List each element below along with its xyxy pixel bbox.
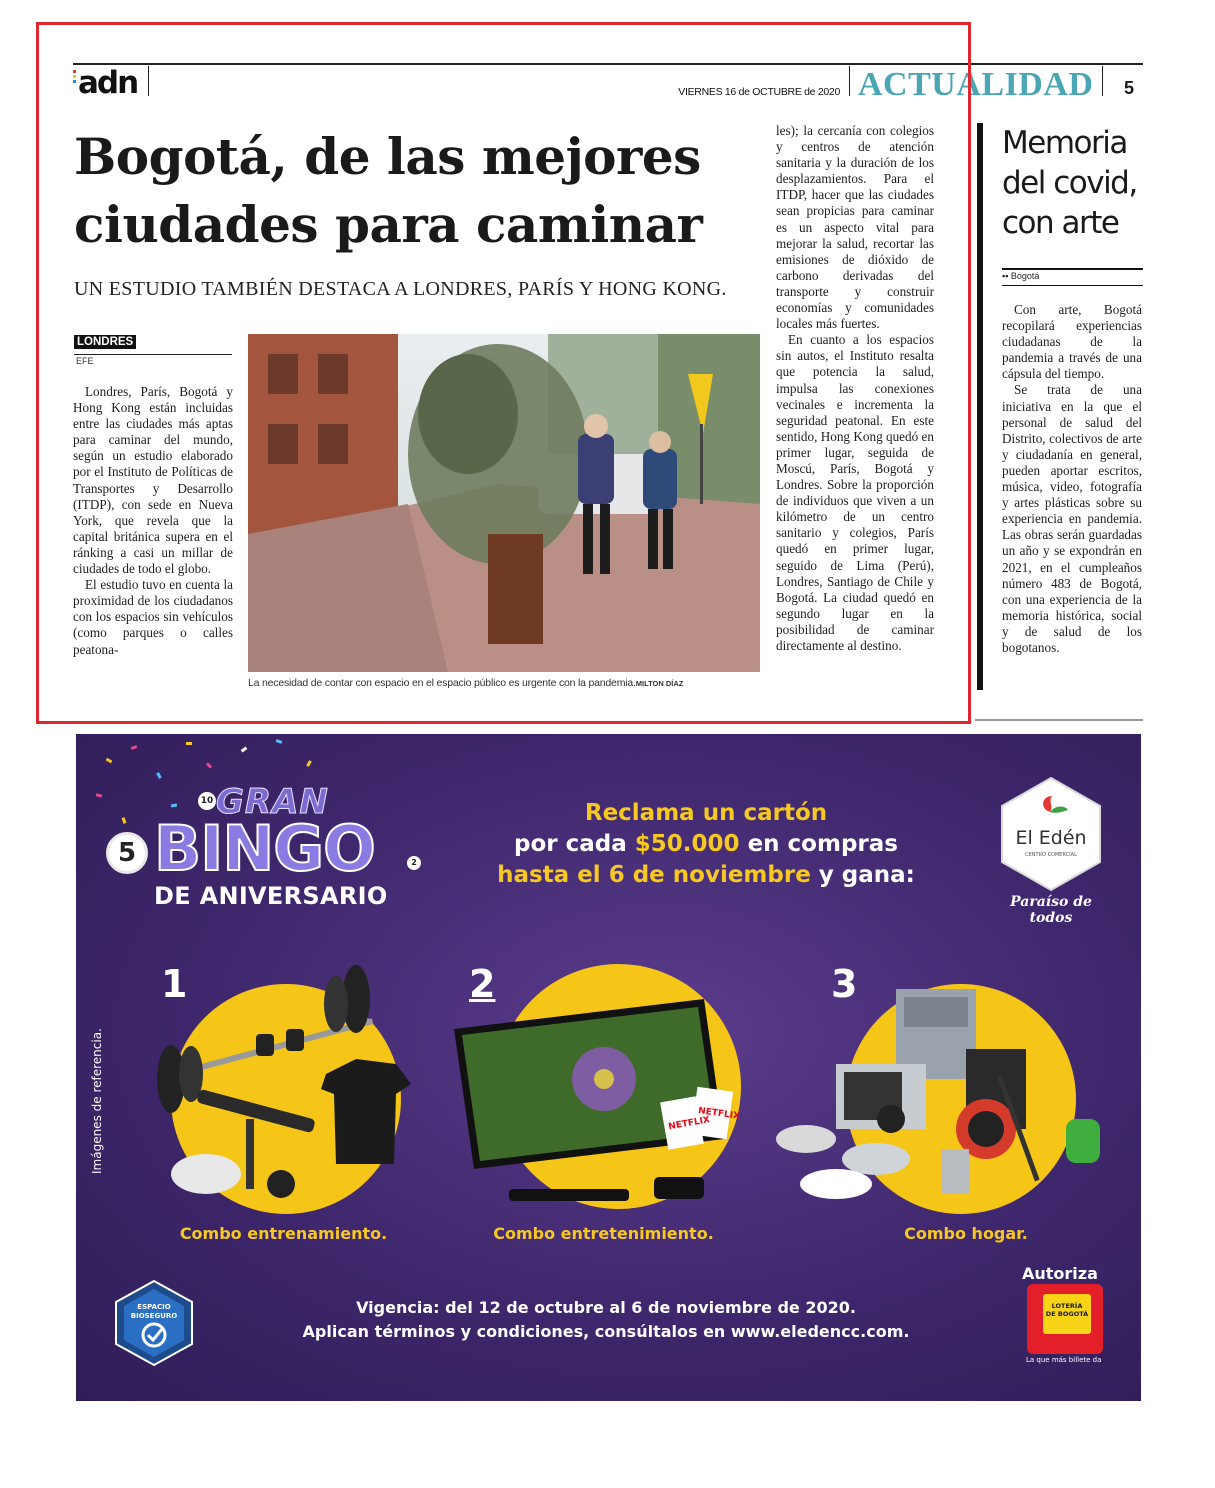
promo-text — [446, 798, 966, 891]
sidebar-paragraph: Con arte, Bogotá recopilará experiencias ciudadanas de la pandemia a través de una cápsula del tiempo. — [1002, 302, 1142, 382]
article-paragraph: les); la cercanía con colegios y centros de atención sanitaria y la duración de los desplazamientos. Para el ITDP, hacer que las ciudades sean propicias para caminar es un aspecto vital para mejorar la salud, recortar las emisiones de dióxido de carbono derivadas del transporte y construir economías y comunidades locales más fuertes. — [776, 123, 934, 332]
caption-text: La necesidad de contar con espacio en el espacio público es urgente con la pandemia. — [248, 677, 636, 689]
article-paragraph: En cuanto a los espacios sin autos, el Instituto resalta que potencia la salud, impulsa las conexiones vecinales e incrementa la seguridad peatonal. En este sentido, Hong Kong quedó en primer lugar, seguida de Moscú, París, Bogotá y Londres. Sobre la proporción de individuos que viven a un kilómetro de un centro sanitario y colegios, París quedó en primer lugar, seguido de Lima (Perú), Londres, Santiago de Chile y Bogotá. La ciudad quedó en segundo lugar en la posibilidad de caminar directamente al destino. — [776, 332, 934, 653]
bingo-title: BINGO — [154, 812, 375, 885]
article-column-1 — [73, 384, 233, 694]
article-column-2 — [776, 123, 934, 695]
badge-ten: 10 — [198, 792, 216, 810]
aniversario-title: DE ANIVERSARIO — [154, 882, 388, 910]
promo-line-2a: por cada — [514, 831, 635, 857]
el-eden-logo[interactable] — [996, 774, 1106, 894]
issue-date: VIERNES 16 de OCTUBRE de 2020 — [678, 86, 840, 98]
prize-1-number: 1 — [161, 962, 188, 1006]
logo-color-dots — [73, 70, 76, 86]
home-appliances-icon — [776, 979, 1116, 1219]
prize-3-number: 3 — [831, 962, 858, 1006]
article-paragraph: Londres, París, Bogotá y Hong Kong están incluidas entre las ciudades más aptas para caminar del mundo, según un estudio elaborado por el Instituto de Políticas de Transportes y Desarrollo (ITDP), con sede en Nueva York, que revela que la capital británica supera en el ránking a casi un millar de ciudades de todo el globo. — [73, 384, 233, 577]
bingo-ball-five: 5 — [106, 832, 148, 874]
article-photo[interactable] — [248, 334, 760, 672]
validity-terms — [256, 1296, 956, 1344]
promo-line-3b: y gana: — [810, 862, 915, 888]
loteria-logo-inner — [1043, 1294, 1091, 1334]
photo-caption — [248, 677, 760, 689]
section-title: ACTUALIDAD — [858, 66, 1094, 103]
brand-name: El Edén — [1015, 827, 1087, 849]
promo-amount: $50.000 — [634, 831, 740, 857]
brand-slogan: Paraíso de todos — [1010, 894, 1092, 926]
lottery-label-1: LOTERÍA — [1051, 1302, 1083, 1310]
sidebar-tag: ▪▪ Bogotá — [1002, 271, 1040, 281]
sidebar-rule — [1002, 268, 1143, 270]
lottery-tagline: La que más billete da — [1026, 1356, 1102, 1364]
masthead-rule — [73, 63, 1143, 65]
page-number: 5 — [1124, 78, 1135, 98]
prize-2-number: 2 — [469, 962, 496, 1006]
sidebar-bottom-rule — [975, 719, 1143, 721]
bio-label-1: ESPACIO — [137, 1303, 171, 1311]
agency-credit: EFE — [76, 356, 94, 366]
netflix-card: NETFLIX — [667, 1115, 711, 1133]
bio-label-2: BIOSEGURO — [130, 1312, 178, 1320]
badge-two: 2 — [407, 856, 421, 870]
netflix-card: NETFLIX — [697, 1106, 741, 1122]
tv-icon — [454, 989, 744, 1209]
sidebar-rule-thin — [1002, 285, 1143, 286]
promo-line-2c: en compras — [739, 831, 898, 857]
street-scene-image — [248, 334, 760, 672]
validity-line: Vigencia: del 12 de octubre al 6 de noviembre de 2020. — [356, 1298, 856, 1317]
bingo-advertisement[interactable] — [76, 734, 1141, 1401]
photo-credit: MILTON DÍAZ — [635, 679, 684, 688]
sidebar-title: Memoria del covid, con arte — [1002, 125, 1137, 241]
brand-subtitle: CENTRO COMERCIAL — [1025, 852, 1077, 858]
sidebar-text — [1002, 302, 1142, 697]
terms-line[interactable]: Aplican términos y condiciones, consúltalos en www.eledencc.com. — [302, 1322, 910, 1341]
logo-divider — [148, 66, 149, 96]
headline-line-2: ciudades para caminar — [74, 195, 703, 254]
bioseguro-badge-icon — [114, 1279, 194, 1367]
dateline-tag: LONDRES — [74, 335, 136, 349]
promo-line-2 — [446, 829, 966, 860]
prize-1-label: Combo entrenamiento. — [179, 1224, 388, 1243]
prize-3-label: Combo hogar. — [904, 1224, 1028, 1243]
article-headline — [74, 123, 764, 259]
lottery-label-2: DE BOGOTÁ — [1045, 1310, 1089, 1318]
sidebar-tag-label: Bogotá — [1010, 271, 1040, 281]
adn-logo[interactable]: adn — [78, 65, 138, 101]
article-paragraph: El estudio tuvo en cuenta la proximidad de los ciudadanos con los espacios sin vehículos (como parques o calles peatona- — [73, 577, 233, 657]
headline-line-1: Bogotá, de las mejores — [74, 127, 701, 186]
prize-2-label: Combo entretenimiento. — [493, 1224, 714, 1243]
gym-equipment-icon — [136, 954, 426, 1214]
promo-line-3 — [446, 860, 966, 891]
sidebar-accent-bar — [977, 123, 983, 690]
section-divider-right — [1102, 66, 1103, 96]
sidebar-paragraph: Se trata de una iniciativa en la que el personal de salud del Distrito, colectivos de arte y ciudadanía en general, pueden aportar escritos, música, video, fotografía y artes plásticas sobre su experiencia en pandemia. Las obras serán guardadas un año y se expondrán en 2021, en el cumpleaños número 483 de Bogotá, con una experiencia de la memoria histórica, social y de salud de los bogotanos. — [1002, 382, 1142, 655]
authorizes-label: Autoriza — [1022, 1264, 1098, 1283]
promo-line-1: Reclama un cartón — [584, 800, 828, 826]
article-subhead: UN ESTUDIO TAMBIÉN DESTACA A LONDRES, PARÍS Y HONG KONG. — [74, 278, 727, 300]
reference-note: Imágenes de referencia. — [90, 1028, 104, 1174]
dateline-rule — [74, 354, 232, 355]
promo-deadline: hasta el 6 de noviembre — [497, 862, 811, 888]
gran-title: GRAN — [216, 782, 329, 822]
loteria-bogota-logo[interactable] — [1027, 1284, 1103, 1354]
section-divider-left — [849, 66, 850, 96]
